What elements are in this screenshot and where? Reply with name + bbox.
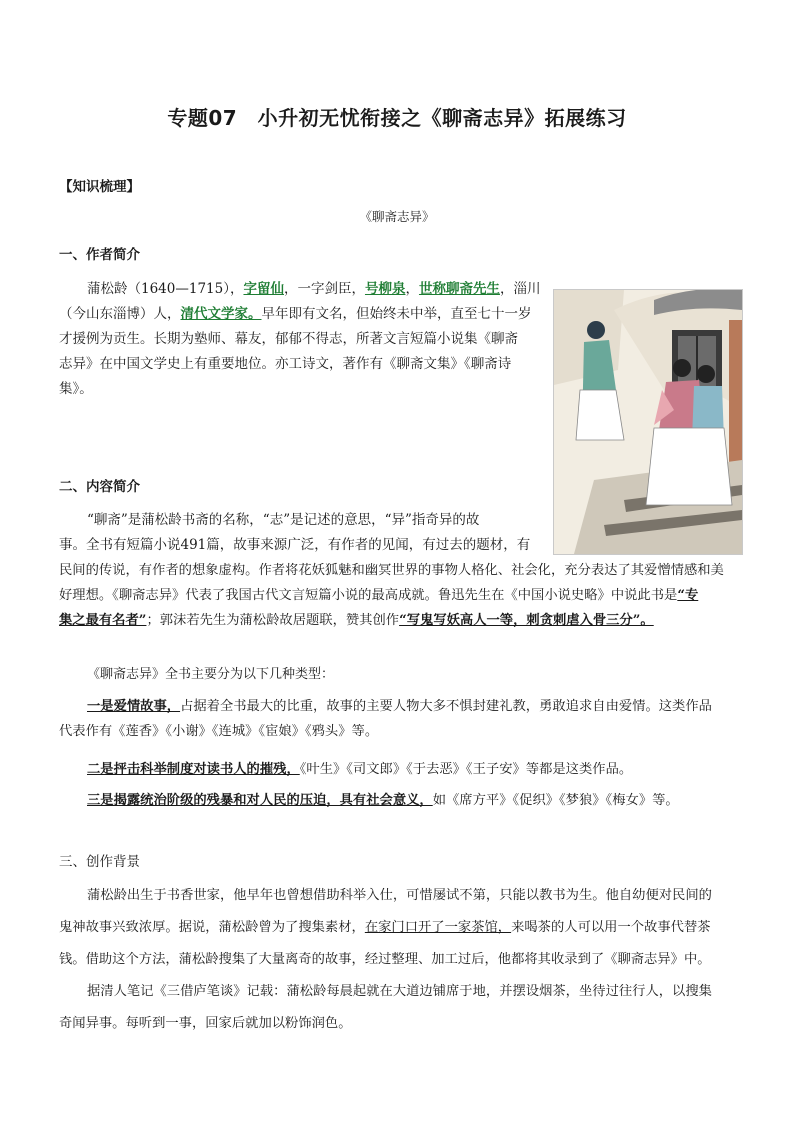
dynasty-writer: 清代文学家。	[180, 306, 262, 322]
lu-xun-quote-end: 集之最有名者”	[59, 613, 147, 628]
section-background-heading: 三、创作背景	[59, 854, 140, 870]
content-paragraph-b	[59, 558, 749, 633]
illustration-image	[553, 289, 743, 555]
book-heading: 《聊斋志异》	[359, 209, 435, 224]
type-1-line-1: 一是爱情故事，占据着全书最大的比重，故事的主要人物大多不惧封建礼教，勇敢追求自由爱情。这类作品	[87, 699, 712, 714]
background-line-4: 据清人笔记《三借庐笔谈》记载：蒲松龄每晨起就在大道边铺席于地，并摆设烟茶，坐待过往行人，以搜集	[87, 984, 712, 999]
type-1-paragraph	[59, 694, 749, 744]
section-author-heading: 一、作者简介	[59, 247, 140, 263]
content-line-4: 好理想。《聊斋志异》代表了我国古代文言短篇小说的最高成就。鲁迅先生在《中国小说史略》中说此书是“专	[59, 588, 699, 603]
ink-painting-figures	[554, 290, 742, 554]
content-line-3: 民间的传说，有作者的想象虚构。作者将花妖狐魅和幽冥世界的事物人格化、社会化，充分表达了其爱憎情感和美	[59, 563, 724, 578]
tea-house-note: 在家门口开了一家茶馆，	[364, 920, 512, 935]
types-intro: 《聊斋志异》全书主要分为以下几种类型：	[87, 667, 335, 682]
lu-xun-quote: “专	[677, 588, 699, 603]
knowledge-heading: 【知识梳理】	[59, 179, 140, 195]
content-paragraph-a	[59, 508, 549, 558]
art-name: 号柳泉	[364, 281, 406, 297]
type-1-heading: 一是爱情故事，	[87, 699, 181, 714]
courtesy-name: 字留仙	[243, 281, 284, 297]
known-as: 世称聊斋先生	[418, 281, 500, 297]
background-line-2: 鬼神故事兴致浓厚。据说，蒲松龄曾为了搜集素材，在家门口开了一家茶馆，来喝茶的人可以用一个故事代替茶	[59, 920, 711, 935]
author-paragraph	[59, 277, 543, 402]
content-line-1: “聊斋”是蒲松龄书斋的名称，“志”是记述的意思，“异”指奇异的故	[87, 512, 480, 528]
author-line-4: 志异》在中国文学史上有重要地位。亦工诗文，著作有《聊斋文集》《聊斋诗	[59, 356, 512, 372]
section-content-heading: 二、内容简介	[59, 479, 140, 495]
background-line-3: 钱。借助这个方法，蒲松龄搜集了大量离奇的故事，经过整理、加工过后，他都将其收录到了《聊斋志异》中。	[59, 952, 711, 967]
author-line-3: 才援例为贡生。长期为塾师、幕友，郁郁不得志，所著文言短篇小说集《聊斋	[59, 331, 518, 347]
page-title: 专题07 小升初无忧衔接之《聊斋志异》拓展练习	[167, 106, 627, 130]
author-line-2: （今山东淄博）人，清代文学家。早年即有文名，但始终未中举，直至七十一岁	[59, 306, 532, 322]
content-line-2: 事。全书有短篇小说491篇，故事来源广泛，有作者的见闻，有过去的题材，有	[59, 537, 531, 553]
author-line-5: 集》。	[59, 381, 93, 397]
type-3-paragraph: 三是揭露统治阶级的残暴和对人民的压迫，具有社会意义，如《席方平》《促织》《梦狼》《梅女》等。	[87, 793, 679, 808]
content-line-5: 集之最有名者”；郭沫若先生为蒲松龄故居题联，赞其创作“写鬼写妖高人一等，刺贪刺虐入骨三分”。	[59, 613, 654, 628]
guo-moruo-couplet: “写鬼写妖高人一等，刺贪刺虐入骨三分”。	[399, 613, 654, 628]
background-paragraph	[59, 880, 749, 1040]
type-1-line-2: 代表作有《莲香》《小谢》《连城》《宦娘》《鸦头》等。	[59, 724, 379, 739]
background-line-5: 奇闻异事。每听到一事，回家后就加以粉饰润色。	[59, 1016, 352, 1031]
type-2-paragraph: 二是抨击科举制度对读书人的摧残，《叶生》《司文郎》《于去恶》《王子安》等都是这类作品。	[87, 762, 633, 777]
type-3-heading: 三是揭露统治阶级的残暴和对人民的压迫，具有社会意义，	[87, 793, 433, 808]
author-line-1: 蒲松龄（1640—1715），字留仙，一字剑臣，号柳泉，世称聊斋先生，淄川	[87, 281, 541, 297]
type-2-heading: 二是抨击科举制度对读书人的摧残，	[87, 762, 300, 777]
background-line-1: 蒲松龄出生于书香世家，他早年也曾想借助科举入仕，可惜屡试不第，只能以教书为生。他自幼便对民间的	[87, 888, 712, 903]
